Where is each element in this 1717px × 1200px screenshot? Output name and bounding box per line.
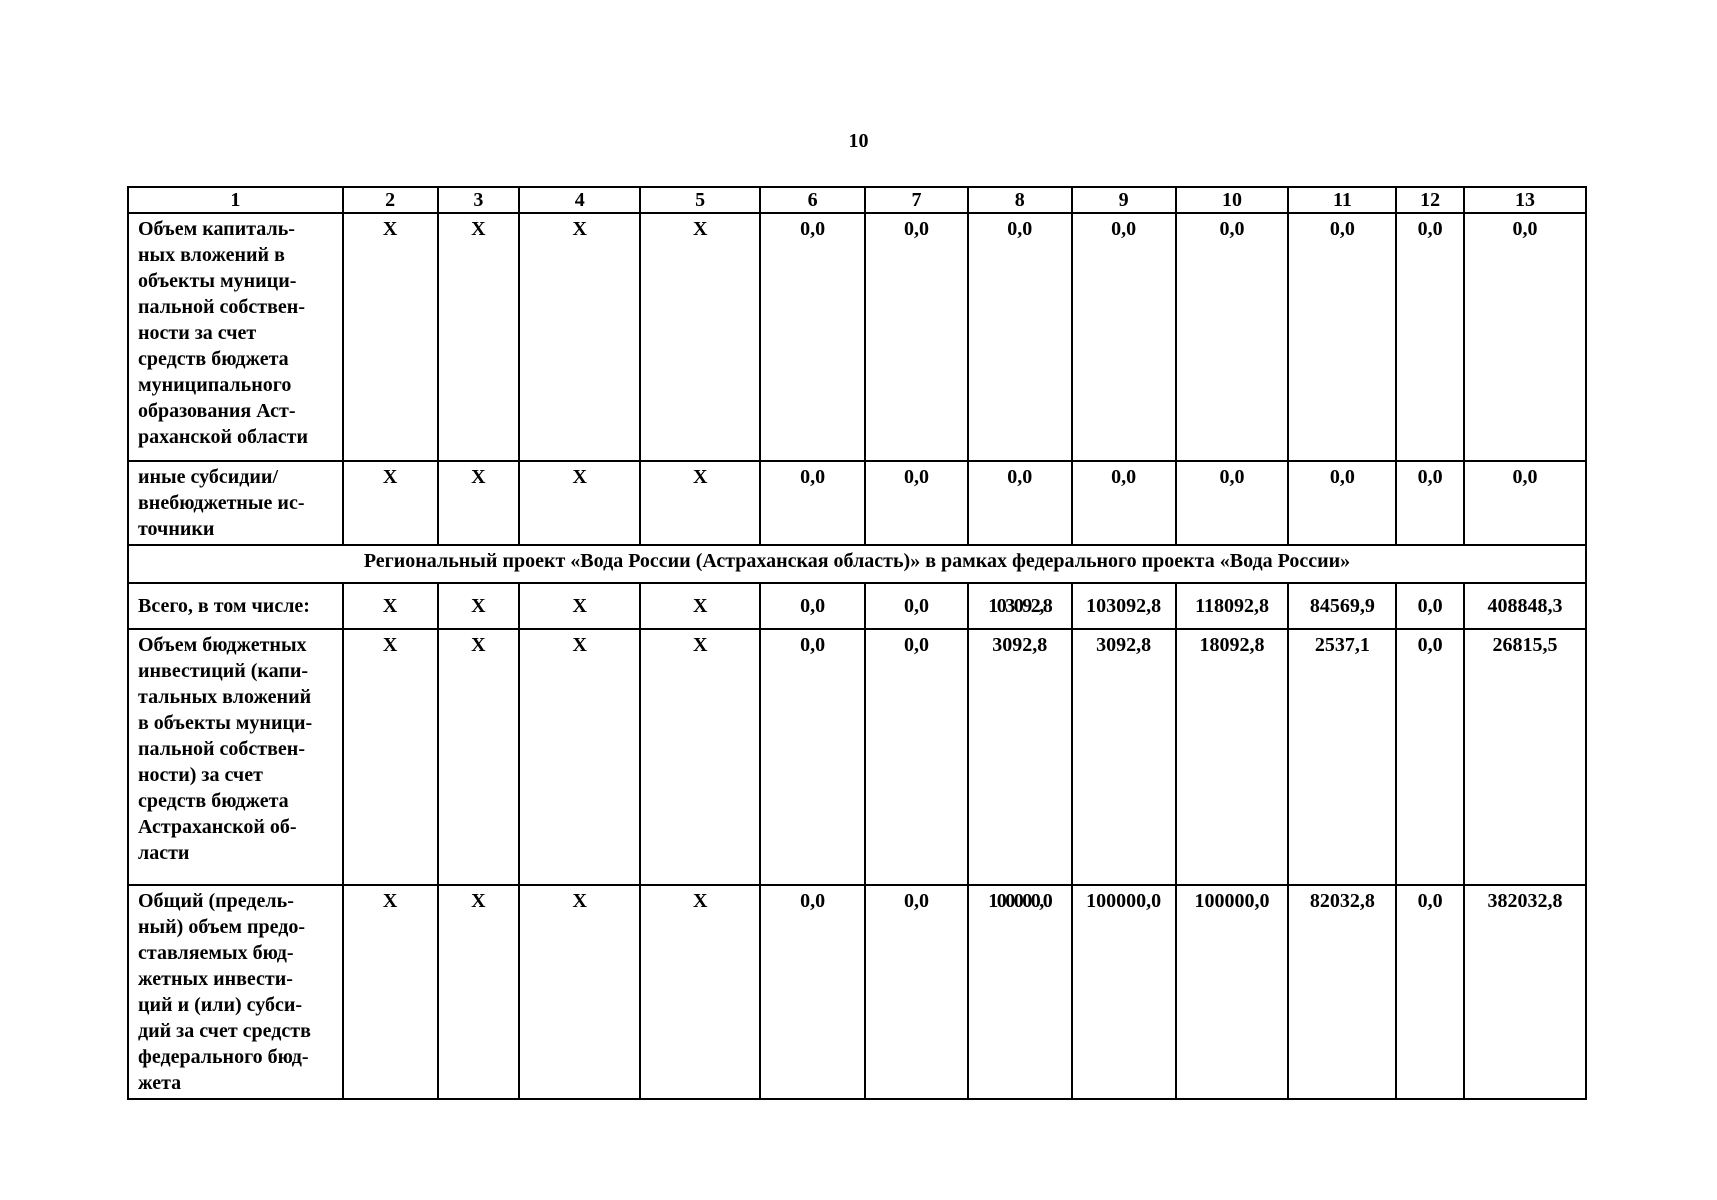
value-cell: 3092,8 <box>968 629 1072 885</box>
table-row <box>128 885 1586 1099</box>
value-cell: 0,0 <box>1464 213 1586 461</box>
value-cell: 103092,8 <box>1072 583 1176 629</box>
value-cell: 0,0 <box>865 461 968 545</box>
page-number: 10 <box>848 130 869 152</box>
value-cell: X <box>640 461 760 545</box>
table-row <box>128 583 1586 629</box>
value-cell: 0,0 <box>865 213 968 461</box>
header-cell: 2 <box>343 187 438 213</box>
budget-table <box>127 186 1587 1100</box>
section-row <box>128 545 1586 583</box>
value-cell: 100000,0 <box>1072 885 1176 1099</box>
value-cell: X <box>640 213 760 461</box>
value-cell: 0,0 <box>1288 213 1396 461</box>
section-title: Региональный проект «Вода России (Астраханская область)» в рамках федерального проекта «Вода России» <box>128 545 1586 583</box>
value-cell: 0,0 <box>865 583 968 629</box>
value-cell: 0,0 <box>760 583 865 629</box>
value-cell: X <box>343 583 438 629</box>
value-cell: 0,0 <box>968 213 1072 461</box>
value-cell: X <box>438 461 520 545</box>
header-cell: 4 <box>519 187 640 213</box>
value-cell: 0,0 <box>760 885 865 1099</box>
header-cell: 1 <box>128 187 343 213</box>
value-cell: 26815,5 <box>1464 629 1586 885</box>
value-cell: 2537,1 <box>1288 629 1396 885</box>
value-cell: 0,0 <box>865 629 968 885</box>
header-cell: 10 <box>1176 187 1289 213</box>
value-cell: 0,0 <box>968 461 1072 545</box>
value-cell: 0,0 <box>1176 213 1289 461</box>
header-cell: 3 <box>438 187 520 213</box>
value-cell: X <box>343 629 438 885</box>
value-cell: 0,0 <box>1396 629 1464 885</box>
header-cell: 7 <box>865 187 968 213</box>
value-cell: 0,0 <box>1072 461 1176 545</box>
value-cell: 18092,8 <box>1176 629 1289 885</box>
value-cell: 0,0 <box>1396 583 1464 629</box>
value-cell: 82032,8 <box>1288 885 1396 1099</box>
value-cell: 0,0 <box>760 629 865 885</box>
header-cell: 5 <box>640 187 760 213</box>
header-cell: 12 <box>1396 187 1464 213</box>
table-row <box>128 461 1586 545</box>
value-cell: 0,0 <box>1396 885 1464 1099</box>
value-cell: X <box>640 583 760 629</box>
value-cell: 3092,8 <box>1072 629 1176 885</box>
header-cell: 13 <box>1464 187 1586 213</box>
header-cell: 9 <box>1072 187 1176 213</box>
table-row <box>128 213 1586 461</box>
value-cell: X <box>640 629 760 885</box>
header-cell: 6 <box>760 187 865 213</box>
row-label: Объем капиталь- ных вложений в объекты муници- пальной собствен- ности за счет средств бюджета муниципального образования Аст- раханской области <box>128 213 343 461</box>
value-cell: 100000,0 <box>968 885 1072 1099</box>
column-number-header <box>128 187 1586 213</box>
value-cell: 0,0 <box>865 885 968 1099</box>
header-cell: 11 <box>1288 187 1396 213</box>
table-row <box>128 629 1586 885</box>
value-cell: 100000,0 <box>1176 885 1289 1099</box>
value-cell: 84569,9 <box>1288 583 1396 629</box>
value-cell: X <box>519 461 640 545</box>
value-cell: 103092,8 <box>968 583 1072 629</box>
value-cell: 382032,8 <box>1464 885 1586 1099</box>
value-cell: 0,0 <box>1396 461 1464 545</box>
value-cell: X <box>640 885 760 1099</box>
value-cell: X <box>438 885 520 1099</box>
row-label: Общий (предель- ный) объем предо- ставляемых бюд- жетных инвести- ций и (или) субси- дий за счет средств федерального бюд- жета <box>128 885 343 1099</box>
row-label: Объем бюджетных инвестиций (капи- тальных вложений в объекты муници- пальной собствен- ности) за счет средств бюджета Астраханской об- ласти <box>128 629 343 885</box>
value-cell: 0,0 <box>1464 461 1586 545</box>
value-cell: 118092,8 <box>1176 583 1289 629</box>
value-cell: X <box>343 461 438 545</box>
value-cell: 0,0 <box>1288 461 1396 545</box>
value-cell: 0,0 <box>1176 461 1289 545</box>
header-cell: 8 <box>968 187 1072 213</box>
value-cell: 0,0 <box>760 461 865 545</box>
value-cell: 408848,3 <box>1464 583 1586 629</box>
row-label: Всего, в том числе: <box>128 583 343 629</box>
value-cell: X <box>438 213 520 461</box>
value-cell: X <box>519 629 640 885</box>
row-label: иные субсидии/ внебюджетные ис- точники <box>128 461 343 545</box>
value-cell: X <box>343 213 438 461</box>
value-cell: X <box>519 583 640 629</box>
value-cell: 0,0 <box>1396 213 1464 461</box>
value-cell: X <box>343 885 438 1099</box>
value-cell: X <box>438 583 520 629</box>
value-cell: X <box>519 885 640 1099</box>
value-cell: X <box>438 629 520 885</box>
value-cell: X <box>519 213 640 461</box>
value-cell: 0,0 <box>1072 213 1176 461</box>
value-cell: 0,0 <box>760 213 865 461</box>
